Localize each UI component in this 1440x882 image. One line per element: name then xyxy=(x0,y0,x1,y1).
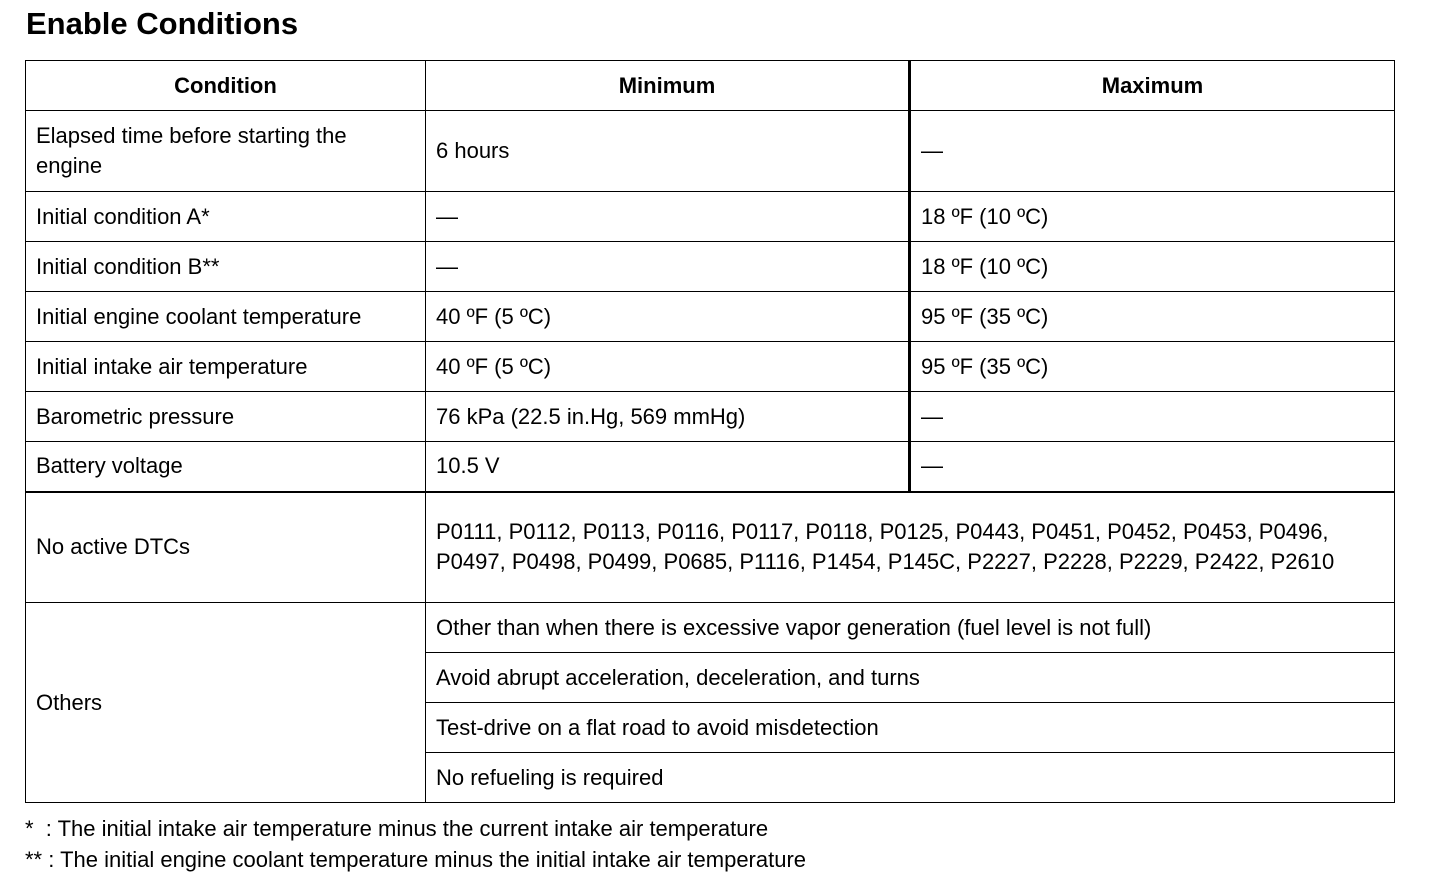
others-label-cell: Others xyxy=(26,603,426,803)
condition-cell: Initial engine coolant temperature xyxy=(26,292,426,342)
maximum-cell: 18 ºF (10 ºC) xyxy=(910,242,1395,292)
dtc-label-cell: No active DTCs xyxy=(26,492,426,603)
condition-cell: Elapsed time before starting the engine xyxy=(26,111,426,192)
others-item: Avoid abrupt acceleration, deceleration, and turns xyxy=(426,653,1395,703)
minimum-cell: — xyxy=(426,192,910,242)
minimum-cell: 10.5 V xyxy=(426,442,910,492)
condition-cell: Barometric pressure xyxy=(26,392,426,442)
table-row xyxy=(26,392,1395,442)
footnote-single-asterisk: * : The initial intake air temperature minus the current intake air temperature xyxy=(25,816,769,841)
dtc-list-cell: P0111, P0112, P0113, P0116, P0117, P0118, P0125, P0443, P0451, P0452, P0453, P0496, P0497, P0498, P0499, P0685, P1116, P1454, P145C, P2227, P2228, P2229, P2422, P2610 xyxy=(426,492,1395,603)
footnotes xyxy=(25,813,806,875)
maximum-cell: 18 ºF (10 ºC) xyxy=(910,192,1395,242)
table-row xyxy=(26,342,1395,392)
table-row xyxy=(26,111,1395,192)
others-row xyxy=(26,603,1395,653)
minimum-cell: 40 ºF (5 ºC) xyxy=(426,342,910,392)
table-row xyxy=(26,242,1395,292)
others-item: Other than when there is excessive vapor generation (fuel level is not full) xyxy=(426,603,1395,653)
condition-cell: Battery voltage xyxy=(26,442,426,492)
header-condition: Condition xyxy=(26,61,426,111)
minimum-cell: 76 kPa (22.5 in.Hg, 569 mmHg) xyxy=(426,392,910,442)
maximum-cell: — xyxy=(910,111,1395,192)
condition-cell: Initial condition A* xyxy=(26,192,426,242)
header-minimum: Minimum xyxy=(426,61,910,111)
others-item: Test-drive on a flat road to avoid misdetection xyxy=(426,703,1395,753)
condition-cell: Initial intake air temperature xyxy=(26,342,426,392)
footnote-double-asterisk: ** : The initial engine coolant temperature minus the initial intake air temperature xyxy=(25,847,807,872)
maximum-cell: — xyxy=(910,442,1395,492)
maximum-cell: 95 ºF (35 ºC) xyxy=(910,342,1395,392)
dtc-row xyxy=(26,492,1395,603)
table-header-row xyxy=(26,61,1395,111)
others-item: No refueling is required xyxy=(426,753,1395,803)
table-row xyxy=(26,442,1395,492)
condition-cell: Initial condition B** xyxy=(26,242,426,292)
maximum-cell: — xyxy=(910,392,1395,442)
minimum-cell: 40 ºF (5 ºC) xyxy=(426,292,910,342)
minimum-cell: — xyxy=(426,242,910,292)
table-row xyxy=(26,192,1395,242)
enable-conditions-table xyxy=(25,60,1395,803)
maximum-cell: 95 ºF (35 ºC) xyxy=(910,292,1395,342)
table-row xyxy=(26,292,1395,342)
minimum-cell: 6 hours xyxy=(426,111,910,192)
page-title: Enable Conditions xyxy=(26,6,299,41)
header-maximum: Maximum xyxy=(910,61,1395,111)
